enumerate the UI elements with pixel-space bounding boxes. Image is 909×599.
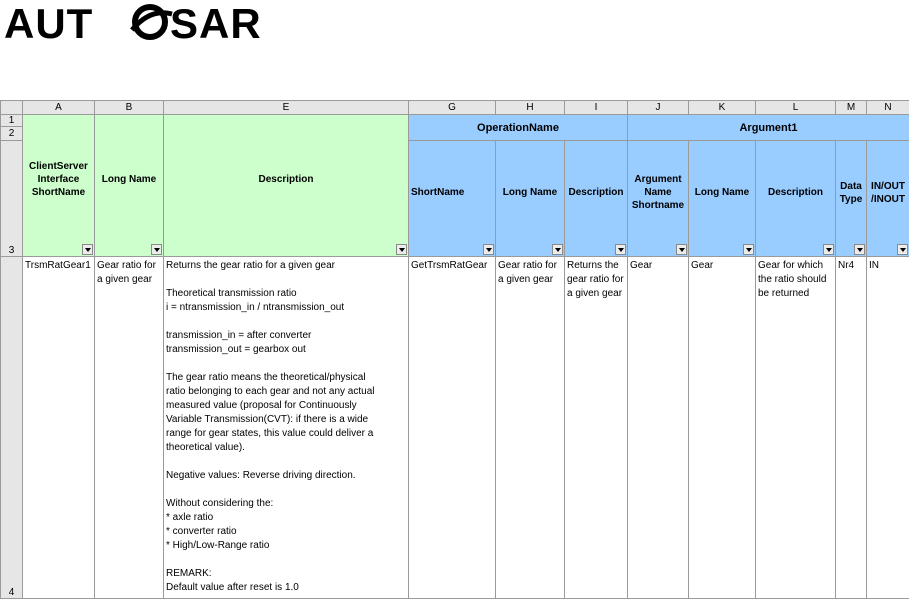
filter-dropdown-button[interactable] (897, 244, 908, 255)
header-cell-a[interactable] (23, 115, 95, 257)
row-header-2[interactable]: 2 (1, 127, 23, 141)
description-line: * High/Low-Range ratio (166, 540, 270, 551)
svg-text:SAR: SAR (170, 0, 262, 45)
row-header-1[interactable]: 1 (1, 115, 23, 127)
header-cell-k[interactable] (689, 141, 756, 257)
svg-text:AUT: AUT (4, 0, 94, 45)
header-cell-n[interactable] (867, 141, 909, 257)
group-header-argument[interactable] (628, 115, 909, 141)
description-line: * converter ratio (166, 526, 237, 537)
description-line: Theoretical transmission ratio (166, 288, 297, 299)
filter-dropdown-button[interactable] (483, 244, 494, 255)
description-text (166, 259, 406, 595)
column-header-a[interactable]: A (23, 101, 95, 115)
column-header-m[interactable]: M (836, 101, 867, 115)
description-line: transmission_in = after converter (166, 330, 312, 341)
column-header-g[interactable]: G (409, 101, 496, 115)
filter-dropdown-button[interactable] (151, 244, 162, 255)
column-header-h[interactable]: H (496, 101, 565, 115)
description-line: Variable Transmission(CVT): if there is a wide (166, 414, 369, 425)
column-header-i[interactable]: I (565, 101, 628, 115)
description-line (166, 455, 406, 469)
cell-j4[interactable]: Gear (628, 257, 689, 599)
cell-k4[interactable]: Gear (689, 257, 756, 599)
header-label-m: Data Type (839, 180, 863, 205)
cell-n4[interactable]: IN (867, 257, 909, 599)
description-line (166, 315, 406, 329)
header-label-h: Long Name (502, 187, 558, 198)
cell-g4[interactable]: GetTrsmRatGear (409, 257, 496, 599)
description-line: range for gear states, this value could deliver a (166, 428, 374, 439)
header-label-e: Description (258, 174, 314, 185)
row-header-4[interactable]: 4 (1, 257, 23, 599)
column-header-j[interactable]: J (628, 101, 689, 115)
description-line (166, 483, 406, 497)
filter-dropdown-button[interactable] (743, 244, 754, 255)
filter-dropdown-button[interactable] (82, 244, 93, 255)
description-line: measured value (proposal for Continuously (166, 400, 357, 411)
cell-l4[interactable]: Gear for which the ratio should be returned (756, 257, 836, 599)
header-label-i: Description (568, 187, 624, 198)
autosar-logo (0, 0, 330, 45)
filter-dropdown-button[interactable] (823, 244, 834, 255)
header-label-a: ClientServer Interface ShortName (29, 161, 88, 198)
description-line (166, 553, 406, 567)
header-label-g: ShortName (411, 187, 465, 198)
spreadsheet-grid (0, 100, 909, 599)
description-line: Returns the gear ratio for a given gear (166, 260, 335, 271)
cell-e4[interactable] (164, 257, 409, 599)
cell-m4[interactable]: Nr4 (836, 257, 867, 599)
header-cell-g[interactable] (409, 141, 496, 257)
description-line: Default value after reset is 1.0 (166, 582, 299, 593)
cell-h4[interactable]: Gear ratio for a given gear (496, 257, 565, 599)
description-line: i = ntransmission_in / ntransmission_out (166, 302, 345, 313)
cell-a4[interactable]: TrsmRatGear1 (23, 257, 95, 599)
header-label-k: Long Name (694, 187, 750, 198)
description-line: Negative values: Reverse driving direction. (166, 470, 356, 481)
description-line: theoretical value). (166, 442, 245, 453)
description-line: Without considering the: (166, 498, 274, 509)
column-header-l[interactable]: L (756, 101, 836, 115)
cell-b4[interactable]: Gear ratio for a given gear (95, 257, 164, 599)
header-cell-e[interactable] (164, 115, 409, 257)
description-line: * axle ratio (166, 512, 214, 523)
header-cell-m[interactable] (836, 141, 867, 257)
header-cell-l[interactable] (756, 141, 836, 257)
header-cell-b[interactable] (95, 115, 164, 257)
filter-dropdown-button[interactable] (615, 244, 626, 255)
cell-i4[interactable]: Returns the gear ratio for a given gear (565, 257, 628, 599)
filter-dropdown-button[interactable] (396, 244, 407, 255)
filter-dropdown-button[interactable] (552, 244, 563, 255)
filter-dropdown-button[interactable] (676, 244, 687, 255)
header-cell-i[interactable] (565, 141, 628, 257)
column-header-k[interactable]: K (689, 101, 756, 115)
description-line: REMARK: (166, 568, 212, 579)
description-line: ratio belonging to each gear and not any actual (166, 386, 375, 397)
group-label-operation: OperationName (477, 121, 559, 134)
select-all-corner[interactable] (1, 101, 23, 115)
header-label-l: Description (767, 187, 823, 198)
group-header-operation[interactable] (409, 115, 628, 141)
description-line (166, 273, 406, 287)
row-header-3[interactable]: 3 (1, 141, 23, 257)
description-line: transmission_out = gearbox out (166, 344, 306, 355)
header-label-n: IN/OUT /INOUT (871, 180, 905, 205)
column-header-e[interactable]: E (164, 101, 409, 115)
column-header-n[interactable]: N (867, 101, 909, 115)
header-label-j: Argument Name Shortname (631, 174, 685, 211)
group-label-argument: Argument1 (739, 121, 798, 134)
description-line: The gear ratio means the theoretical/physical (166, 372, 366, 383)
header-cell-j[interactable] (628, 141, 689, 257)
column-header-b[interactable]: B (95, 101, 164, 115)
description-line (166, 357, 406, 371)
header-label-b: Long Name (101, 174, 157, 185)
filter-dropdown-button[interactable] (854, 244, 865, 255)
header-cell-h[interactable] (496, 141, 565, 257)
